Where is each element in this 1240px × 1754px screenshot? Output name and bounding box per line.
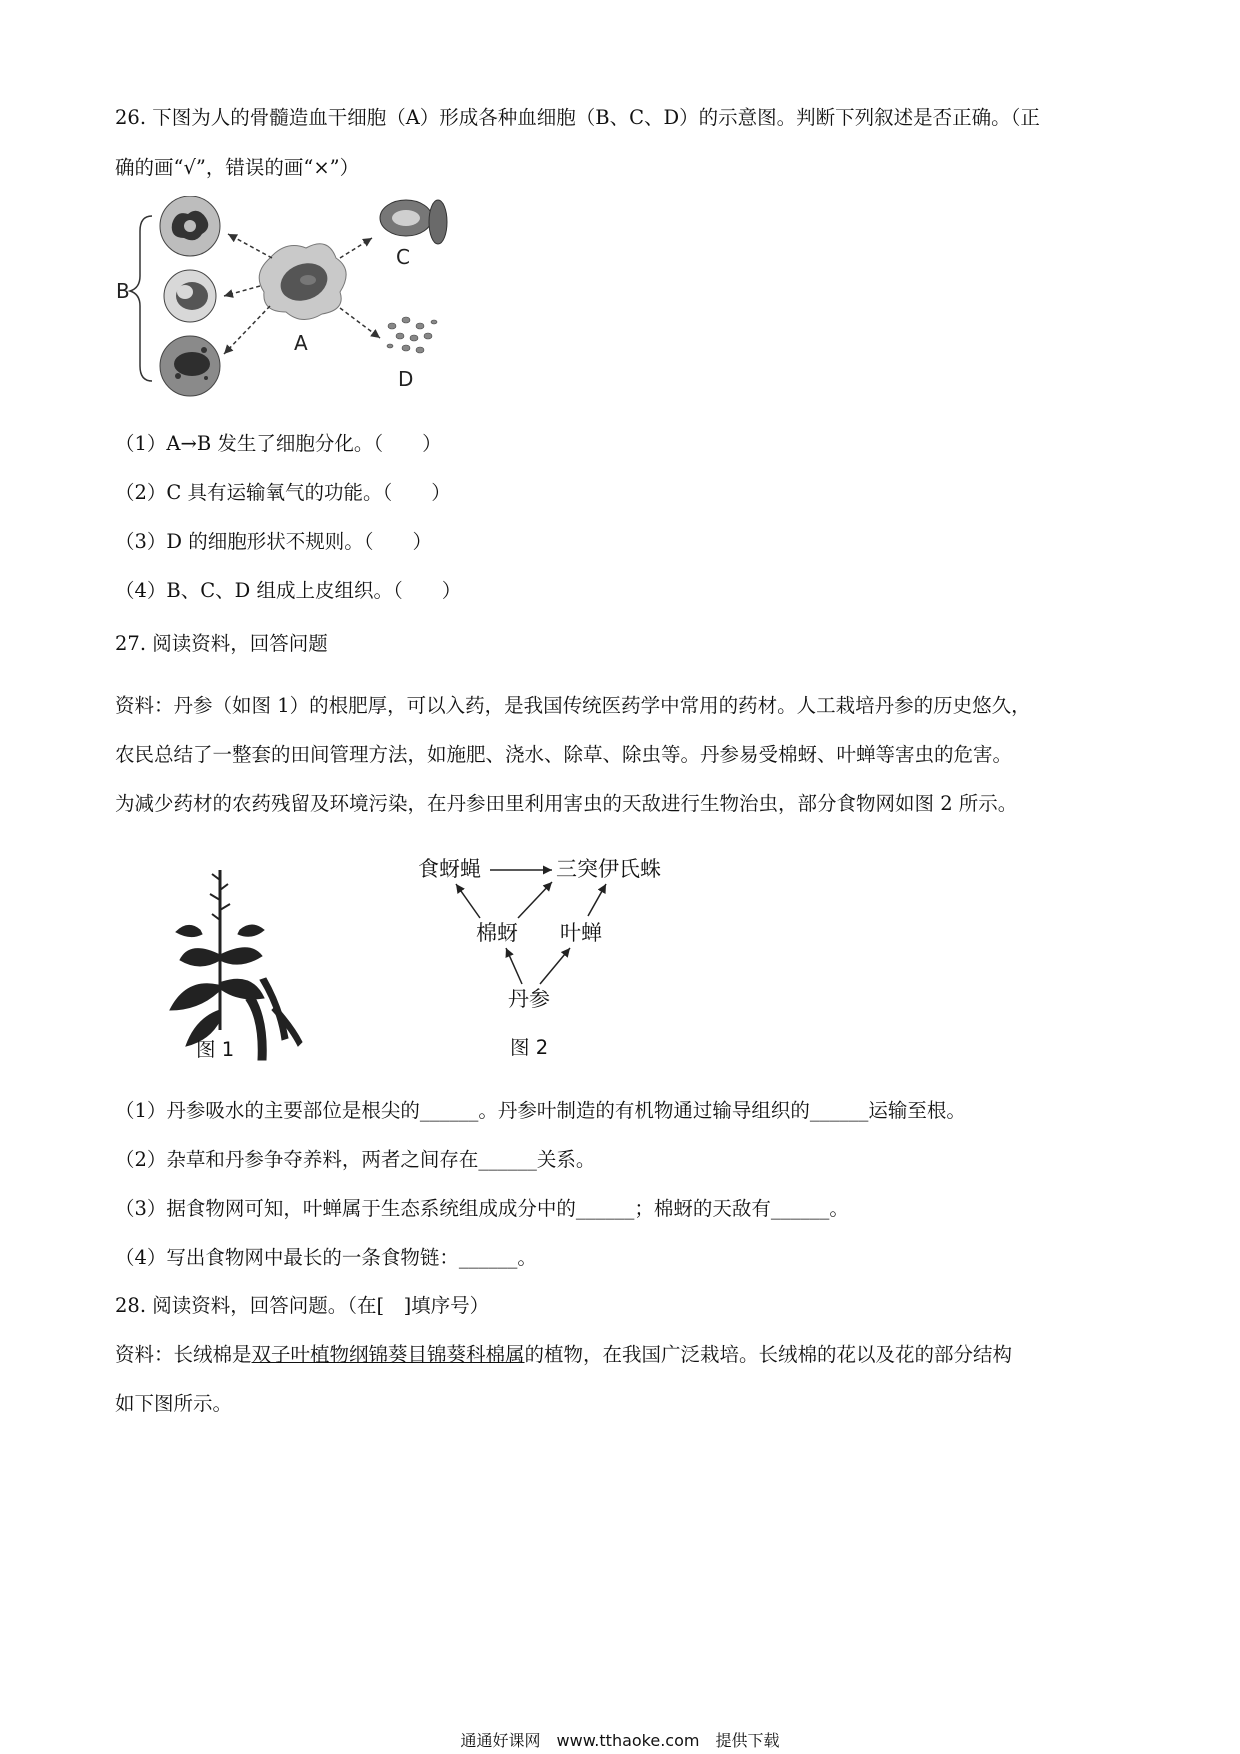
edge-leafhopper-spider <box>588 884 606 916</box>
platelets-d <box>387 317 437 353</box>
q26-item-4: （4）B、C、D 组成上皮组织。（ ） <box>115 579 462 602</box>
q26-item-2: （2）C 具有运输氧气的功能。（ ） <box>115 481 451 504</box>
edge-aphid-hoverfly <box>456 884 480 918</box>
fig2-caption: 图 2 <box>510 1036 549 1059</box>
label-c: C <box>396 245 410 269</box>
node-danshen: 丹参 <box>508 987 550 1011</box>
node-aphid: 棉蚜 <box>476 921 518 945</box>
food-web-figure <box>410 848 690 1038</box>
q27-title: 27. 阅读资料，回答问题 <box>115 632 328 655</box>
q27-material-line1: 资料：丹参（如图 1）的根肥厚，可以入药，是我国传统医药学中常用的药材。人工栽培丹参的历史悠久， <box>115 694 1031 717</box>
stem-cell-a <box>259 244 346 320</box>
monocyte-cell <box>164 270 216 322</box>
red-blood-cell-c <box>380 200 447 244</box>
q27-item-1: （1）丹参吸水的主要部位是根尖的______。丹参叶制造的有机物通过输导组织的______运输至根。 <box>115 1099 966 1122</box>
edge-danshen-leafhopper <box>540 948 570 984</box>
label-a: A <box>294 331 308 355</box>
neutrophil-cell <box>160 196 220 256</box>
q27-item-4: （4）写出食物网中最长的一条食物链：______。 <box>115 1246 537 1269</box>
q28-material-prefix: 资料：长绒棉是 <box>115 1343 252 1366</box>
q28-material-line1 <box>115 1341 1012 1369</box>
q26-item-1: （1）A→B 发生了细胞分化。（ ） <box>115 432 442 455</box>
q27-material-line3: 为减少药材的农药残留及环境污染，在丹参田里利用害虫的天敌进行生物治虫，部分食物网如图 2 所示。 <box>115 792 1018 815</box>
q26-stem-line1: 26. 下图为人的骨髓造血干细胞（A）形成各种血细胞（B、C、D）的示意图。判断下列叙述是否正确。（正 <box>115 106 1040 129</box>
q26-item-3: （3）D 的细胞形状不规则。（ ） <box>115 530 432 553</box>
q28-material-line2: 如下图所示。 <box>115 1392 233 1415</box>
node-spider: 三突伊氏蛛 <box>556 857 661 881</box>
q28-material-underlined: 双子叶植物纲锦葵目锦葵科棉属 <box>251 1343 525 1366</box>
edge-aphid-spider <box>518 882 552 918</box>
fig1-caption: 图 1 <box>196 1038 235 1061</box>
danshen-plant-figure <box>160 860 320 1070</box>
q28-title: 28. 阅读资料，回答问题。（在[ ]填序号） <box>115 1294 490 1317</box>
edge-danshen-aphid <box>506 948 522 984</box>
q27-material-line2: 农民总结了一整套的田间管理方法，如施肥、浇水、除草、除虫等。丹参易受棉蚜、叶蝉等害虫的危害。 <box>115 743 1013 766</box>
q26-stem-line2: 确的画“√”，错误的画“×”） <box>115 156 360 179</box>
q27-item-3: （3）据食物网可知，叶蝉属于生态系统组成成分中的______；棉蚜的天敌有______。 <box>115 1197 849 1220</box>
label-b: B <box>116 279 130 303</box>
q26-blood-cell-figure <box>110 196 510 406</box>
label-d: D <box>398 367 414 391</box>
q28-material-suffix: 的植物，在我国广泛栽培。长绒棉的花以及花的部分结构 <box>524 1343 1013 1366</box>
page-footer: 通通好课网 www.tthaoke.com 提供下载 <box>460 1731 780 1750</box>
eosinophil-cell <box>160 336 220 396</box>
node-hoverfly: 食蚜蝇 <box>418 857 481 881</box>
q27-item-2: （2）杂草和丹参争夺养料，两者之间存在______关系。 <box>115 1148 596 1171</box>
node-leafhopper: 叶蝉 <box>560 921 602 945</box>
brace-b <box>130 216 152 381</box>
